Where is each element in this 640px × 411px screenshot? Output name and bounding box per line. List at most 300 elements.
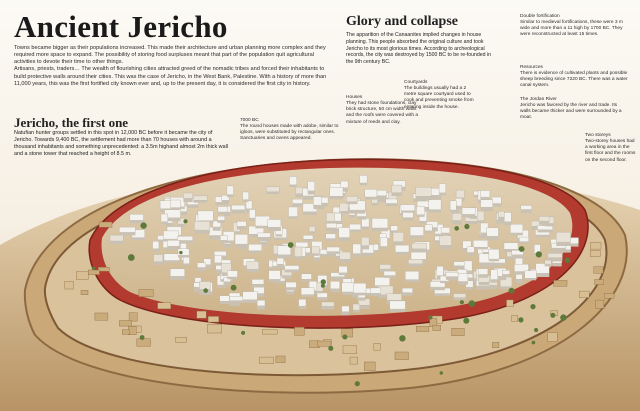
house-roof [341,181,348,188]
house-roof [410,227,424,236]
house-roof [292,199,302,203]
palm-tree [518,317,523,322]
house-wall [481,207,493,211]
house-roof [230,296,244,300]
house-roof [247,261,259,269]
lower-house [122,330,129,335]
house-wall [278,255,291,258]
house-wall [498,217,504,220]
house-wall [227,195,234,198]
caption-courtyards [404,80,474,111]
house-roof [339,266,348,273]
house-wall [258,237,271,241]
house-roof [380,238,387,247]
house-wall [408,264,422,267]
house-roof [232,205,245,210]
house-roof [235,234,248,244]
house-wall [384,276,396,278]
palm-tree [321,284,325,288]
palm-tree [342,335,347,340]
lower-house [81,290,88,294]
house-wall [309,232,315,234]
house-wall [519,242,529,244]
palm-tree [536,251,542,257]
lower-house [295,327,305,335]
house-roof [365,189,377,197]
caption-two-storeys [585,133,637,164]
first-city-text: Natufian hunter groups settled in this spot in 12,000 BC before it became the city of Jericho. Towards 9,400 BC, the settlement had more than 70 houses with around a thousand inhabitants and something unprecedented: a 3.5m highand almost 2m thick wall and a stone tower that reached a height of 8.5 m. [14,130,228,158]
house-wall [220,240,227,243]
house-roof [353,304,360,310]
lower-house [95,313,108,320]
house-roof [439,184,446,193]
house-roof [391,226,398,231]
house-wall [276,235,283,237]
house-wall [462,214,475,217]
house-roof [452,213,461,220]
house-roof [556,232,570,242]
house-wall [417,215,425,217]
palm-tree [288,242,294,248]
caption-houses-text: They had stone foundations, clay brick structure, 50 cm width walls and the roofs were covered with a mixture of reeds and clay. [346,101,418,125]
house-roof [194,196,208,200]
house-wall [247,269,259,272]
house-wall [479,263,493,267]
palm-tree [399,335,405,341]
house-roof [392,185,402,193]
lower-house [197,311,206,318]
house-roof [408,259,422,264]
house-roof [199,282,210,290]
palm-tree [140,222,146,228]
house-wall [222,200,230,203]
house-wall [479,275,488,278]
house-wall [164,261,180,263]
house-wall [556,242,570,246]
lower-house [604,293,614,298]
lower-house [99,222,112,227]
house-wall [154,262,163,265]
house-roof [167,240,179,246]
house-roof [402,288,412,293]
house-roof [243,292,257,300]
house-wall [282,276,292,279]
house-wall [386,204,398,207]
house-roof [252,279,264,284]
house-roof [498,211,504,217]
caption-double-fortification-title: Double fortification [520,14,560,19]
house-wall [209,236,222,240]
house-wall [430,287,445,290]
house-roof [218,216,225,220]
house-roof [308,181,315,191]
house-roof [491,270,498,280]
house-roof [525,271,537,279]
house-roof [545,260,552,264]
house-roof [246,201,252,209]
palm-tree [509,288,515,294]
house-roof [266,187,279,192]
house-roof [349,224,360,230]
house-wall [353,293,366,295]
house-wall [295,257,303,260]
house-wall [183,198,192,202]
house-roof [450,201,456,210]
house-wall [286,292,294,295]
palm-tree [355,381,360,386]
caption-courtyards-text: The buildings usually had a 2 metre square courtyard used to cook and preventing smoke from entering inside the house. [404,86,474,110]
house-roof [214,255,221,263]
house-roof [286,282,297,287]
lower-house [596,300,604,308]
house-wall [458,282,468,285]
house-wall [217,285,226,288]
house-wall [327,252,340,254]
palm-tree [469,300,476,307]
house-wall [502,274,510,277]
house-wall [330,289,339,293]
house-wall [365,197,377,200]
house-roof [384,271,396,275]
intro-paragraph-1: Towns became bigger as their populations increased. This made their architecture and urban planning more complex and they required more space to expand. The possibility of storing food surpluses meant that part of the population quit agricultural activities to devote their time to other things. [14,45,326,66]
house-wall [235,244,248,248]
house-roof [170,269,184,277]
house-wall [535,235,549,238]
palm-tree [534,328,538,332]
house-roof [277,258,284,264]
intro-text [14,45,332,88]
palm-tree [560,314,566,320]
house-roof [489,249,499,259]
house-wall [489,259,499,261]
palm-tree [231,285,237,291]
house-roof [487,228,499,237]
house-roof [255,216,269,226]
house-wall [465,221,477,224]
house-wall [539,221,549,225]
house-wall [467,253,474,256]
house-roof [393,232,404,241]
house-roof [330,187,343,196]
house-wall [401,211,415,213]
house-roof [154,255,163,262]
house-roof [342,306,350,312]
house-wall [340,211,349,213]
palm-tree [183,219,187,223]
house-roof [453,294,466,298]
house-wall [349,215,355,218]
house-wall [303,196,315,200]
house-roof [227,186,234,195]
house-wall [331,277,345,280]
heading-first-city: Jericho, the first one [14,115,129,130]
house-wall [322,306,335,309]
house-wall [492,204,501,207]
caption-jordan-river-text: Jericho was favored by the river and trade. Its walls became thicker and were surrounded by a moat. [520,103,622,121]
palm-tree [140,335,145,340]
house-roof [130,214,144,220]
house-wall [249,251,262,254]
palm-tree [464,224,469,229]
house-roof [548,253,563,257]
house-wall [480,197,490,200]
palm-tree [203,288,208,293]
house-roof [317,293,327,298]
house-roof [412,243,427,249]
house-roof [183,193,192,198]
house-wall [197,268,206,272]
lower-house [137,339,151,347]
house-wall [390,309,406,312]
lower-house [262,329,277,334]
house-roof [227,271,237,277]
house-wall [213,227,221,231]
palm-tree [532,341,536,345]
caption-two-storeys-text: Two-storey houses had a working area in the first floor and the rooms on the second floor. [585,139,636,163]
lower-house [276,356,285,363]
house-roof [258,233,271,238]
house-roof [353,283,366,293]
palm-tree [241,331,245,335]
house-roof [446,272,458,276]
house-wall [119,233,135,236]
house-roof [269,271,281,280]
house-wall [357,298,366,301]
house-wall [425,231,432,233]
house-roof [180,243,186,249]
house-roof [340,203,349,211]
house-wall [339,238,350,242]
palm-tree [321,279,326,284]
house-wall [314,258,320,261]
house-roof [372,218,388,228]
house-wall [346,202,357,204]
house-roof [480,191,490,198]
lower-house [129,313,137,321]
house-roof [371,288,381,294]
house-wall [277,264,284,267]
house-wall [308,191,315,195]
lower-house [350,357,358,364]
house-wall [479,282,490,285]
house-roof [171,200,181,208]
house-wall [301,295,314,297]
glory-collapse-text: The apparition of the Canaanites implied changes in house planning. This people absorbed the original culture and took Jericho to its most glorious times. According to archeological records, the city was destroyed by 1500 BC to be re-founded in the 9th century BC. [346,32,492,65]
house-wall [232,210,245,214]
house-wall [227,277,237,279]
house-wall [453,298,466,300]
house-wall [525,278,537,280]
caption-courtyards-title: Courtyards [404,80,428,85]
house-wall [153,249,159,252]
house-roof [360,175,368,183]
lower-house [416,326,429,331]
house-wall [268,227,281,231]
house-roof [243,192,249,200]
house-wall [194,230,210,233]
house-roof [197,263,206,268]
house-roof [161,214,168,222]
house-roof [257,300,265,306]
palm-tree [530,304,535,309]
house-wall [538,230,553,233]
page-title: Ancient Jericho [14,9,228,44]
house-roof [375,277,390,285]
house-wall [372,228,388,231]
caption-houses-title: Houses [346,95,363,100]
house-roof [441,227,450,233]
house-wall [439,193,446,195]
house-roof [386,199,398,204]
house-wall [320,254,335,256]
house-wall [178,224,185,227]
house-wall [512,255,524,259]
caption-double-fortification [520,14,628,39]
house-wall [132,238,145,241]
house-wall [130,220,144,223]
house-roof [218,207,228,213]
caption-jordan-river-title: The Jordan River [520,97,557,102]
house-roof [119,227,135,232]
house-roof [504,243,518,250]
caption-7000bc-title: 7000 BC [240,118,259,123]
house-wall [353,310,360,312]
palm-tree [519,246,525,252]
lower-house [260,357,274,364]
house-wall [269,279,281,282]
lower-house [507,300,514,307]
house-wall [466,287,473,290]
lower-house [554,280,567,286]
house-roof [220,296,231,301]
house-roof [429,200,441,210]
house-wall [218,212,228,214]
house-wall [429,210,441,213]
house-roof [454,262,466,266]
lower-house [492,342,499,347]
lower-house [139,290,153,297]
house-roof [401,205,415,211]
house-wall [303,239,313,241]
house-wall [452,221,461,225]
lower-house [364,362,375,371]
house-wall [312,254,320,256]
house-roof [440,236,452,246]
house-wall [441,233,450,235]
palm-tree [565,258,571,264]
house-wall [410,236,424,239]
palm-tree [429,316,433,320]
house-roof [153,241,159,248]
house-wall [187,205,198,209]
palm-tree [328,346,333,351]
house-wall [285,270,299,273]
house-roof [339,228,350,238]
lower-house [207,325,222,334]
lower-house [119,321,131,327]
house-wall [257,306,265,310]
house-wall [545,264,552,266]
house-wall [358,305,369,309]
house-wall [286,288,297,291]
lower-house [374,344,381,351]
house-roof [295,247,303,257]
house-roof [411,252,426,259]
house-wall [403,218,414,221]
house-roof [237,221,246,226]
house-roof [510,224,523,233]
house-roof [326,223,336,228]
caption-jordan-river [520,97,624,122]
lower-house [590,243,601,250]
house-roof [492,197,501,204]
lower-house [208,316,219,322]
house-wall [292,204,302,207]
house-roof [458,273,468,281]
house-wall [220,301,231,304]
house-roof [462,208,475,215]
house-wall [178,241,193,244]
house-wall [317,298,327,301]
caption-resources [520,65,628,90]
house-wall [372,203,379,205]
house-roof [380,265,391,270]
house-wall [170,276,184,280]
palm-tree [128,254,135,261]
lower-house [594,267,603,274]
house-roof [502,270,510,274]
house-wall [380,246,387,249]
house-roof [110,235,123,241]
house-wall [339,273,348,275]
house-wall [440,281,449,283]
house-roof [335,213,342,221]
house-wall [392,193,402,197]
palm-tree [550,313,555,318]
house-wall [362,227,370,230]
house-roof [456,190,464,198]
house-wall [393,242,404,245]
house-wall [412,249,427,251]
house-roof [417,207,425,215]
house-wall [326,239,336,242]
lower-house [158,303,171,309]
house-wall [110,241,123,244]
house-wall [371,293,381,296]
house-roof [467,247,474,253]
house-wall [224,282,231,286]
palm-tree [179,251,182,254]
house-roof [249,244,262,251]
house-wall [510,233,523,235]
lower-house [65,281,74,289]
house-roof [387,294,402,301]
house-wall [249,218,255,221]
caption-two-storeys-title: Two storeys [585,133,611,138]
house-roof [178,236,193,240]
house-roof [437,266,444,275]
house-roof [504,213,511,222]
house-wall [233,232,240,234]
lower-house [452,328,465,336]
house-wall [416,196,432,200]
lower-house [512,316,518,322]
house-roof [425,225,432,231]
caption-7000bc [240,118,352,143]
house-wall [237,226,246,229]
house-roof [214,251,226,256]
heading-glory-collapse: Glory and collapse [346,14,459,29]
